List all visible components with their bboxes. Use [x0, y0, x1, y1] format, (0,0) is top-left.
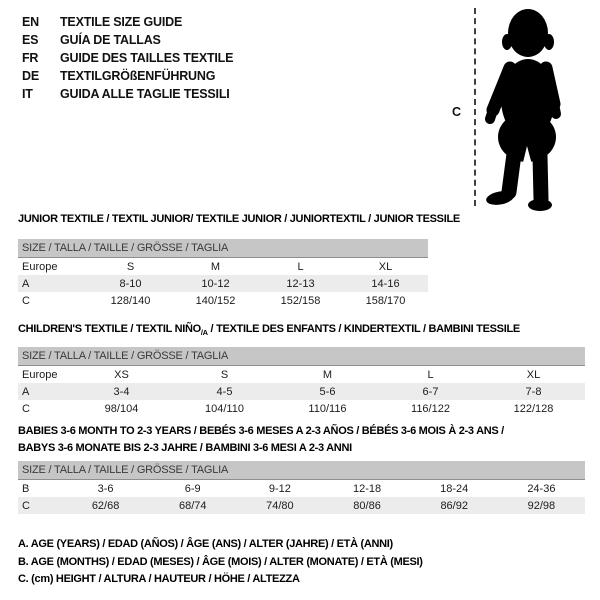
- language-code: IT: [22, 87, 33, 101]
- row-label: Europe: [22, 260, 58, 273]
- table-row-height: [18, 497, 585, 514]
- language-row-fr: [22, 49, 233, 67]
- children-title-text: CHILDREN'S TEXTILE / TEXTIL NIÑO: [18, 323, 201, 335]
- cell: 3-4: [70, 383, 173, 400]
- junior-size-table: [18, 239, 428, 309]
- language-code: EN: [22, 15, 39, 29]
- size-header-bar: SIZE / TALLA / TAILLE / GRÖSSE / TAGLIA: [18, 347, 585, 366]
- language-label: TEXTILGRÖßENFÜHRUNG: [60, 69, 216, 83]
- cell: 128/140: [110, 294, 151, 307]
- cell: 10-12: [173, 275, 258, 292]
- cell: 6-7: [379, 383, 482, 400]
- children-table-title: [18, 321, 520, 341]
- toddler-silhouette: [484, 6, 578, 212]
- cell: S: [220, 368, 229, 381]
- cell: 110/116: [308, 402, 347, 415]
- babies-table-title: [18, 423, 593, 457]
- cell: XL: [526, 368, 541, 381]
- cell: 3-6: [97, 482, 114, 495]
- row-label: C: [22, 402, 30, 415]
- language-code: FR: [22, 51, 39, 65]
- cell: 5-6: [276, 383, 379, 400]
- footnote-c: C. (cm) HEIGHT / ALTURA / HAUTEUR / HÖHE / ALTEZZA: [18, 573, 300, 585]
- language-row-it: [22, 85, 233, 103]
- cell: S: [126, 260, 135, 273]
- silhouette-hand-right: [554, 104, 556, 114]
- language-code: ES: [22, 33, 39, 47]
- cell: 6-9: [184, 482, 201, 495]
- cell: 80/86: [323, 497, 410, 514]
- cell: 14-16: [343, 275, 428, 292]
- cell: XL: [378, 260, 393, 273]
- babies-title-line2: BABYS 3-6 MONATE BIS 2-3 JAHRE / BAMBINI 3-6 MESI A 2-3 ANNI: [18, 442, 352, 454]
- language-label: TEXTILE SIZE GUIDE: [60, 15, 183, 29]
- cell: 9-12: [268, 482, 291, 495]
- children-size-table: [18, 347, 585, 417]
- table-row-age: [18, 275, 428, 292]
- language-row-de: [22, 67, 233, 85]
- cell: 116/122: [411, 402, 450, 415]
- cell: M: [322, 368, 333, 381]
- cell: 122/128: [513, 402, 554, 415]
- cell: 7-8: [482, 383, 585, 400]
- row-label: B: [22, 482, 30, 495]
- language-label: GUÍA DE TALLAS: [60, 33, 161, 47]
- cell: 92/98: [498, 497, 585, 514]
- cell: 140/152: [195, 294, 236, 307]
- children-title-text-2: / TEXTILE DES ENFANTS / KINDERTEXTIL / BAMBINI TESSILE: [207, 323, 520, 335]
- silhouette-head: [508, 9, 548, 57]
- cell: XS: [114, 368, 129, 381]
- footnote-a: A. AGE (YEARS) / EDAD (AÑOS) / ÂGE (ANS) / ALTER (JAHRE) / ETÀ (ANNI): [18, 538, 393, 550]
- babies-title-line1: BABIES 3-6 MONTH TO 2-3 YEARS / BEBÉS 3-6 MESES A 2-3 AÑOS / BÉBÉS 3-6 MOIS À 2-3 ANS /: [18, 425, 504, 437]
- row-label: C: [22, 294, 30, 307]
- silhouette-arm-right: [546, 68, 554, 104]
- cell: 74/80: [236, 497, 323, 514]
- height-measure-label: C: [452, 105, 462, 119]
- cell: L: [297, 260, 304, 273]
- cell: M: [210, 260, 221, 273]
- row-label: A: [18, 383, 70, 400]
- language-label: GUIDA ALLE TAGLIE TESSILI: [60, 87, 230, 101]
- cell: 68/74: [149, 497, 236, 514]
- silhouette-leg-right: [540, 156, 541, 199]
- table-row-europe: [18, 258, 428, 276]
- row-label: Europe: [22, 368, 58, 381]
- footnotes: [18, 536, 423, 589]
- babies-size-table: [18, 461, 585, 514]
- silhouette-foot-right: [528, 199, 552, 211]
- cell: 12-18: [352, 482, 382, 495]
- size-header-bar: SIZE / TALLA / TAILLE / GRÖSSE / TAGLIA: [18, 461, 585, 480]
- cell: 86/92: [411, 497, 498, 514]
- row-label: C: [18, 497, 62, 514]
- language-label: GUIDE DES TAILLES TEXTILE: [60, 51, 234, 65]
- table-row-europe: [18, 366, 585, 384]
- cell: 98/104: [104, 402, 139, 415]
- cell: 18-24: [440, 482, 469, 495]
- cell: 8-10: [88, 275, 173, 292]
- table-row-height: [18, 292, 428, 309]
- silhouette-leg-left: [509, 154, 514, 192]
- junior-table-title: JUNIOR TEXTILE / TEXTIL JUNIOR/ TEXTILE JUNIOR / JUNIORTEXTIL / JUNIOR TESSILE: [18, 213, 460, 225]
- footnote-b: B. AGE (MONTHS) / EDAD (MESES) / ÂGE (MOIS) / ALTER (MONATE) / ETÀ (MESI): [18, 555, 423, 568]
- children-title-subscript: /A: [200, 328, 208, 338]
- cell: 4-5: [173, 383, 276, 400]
- cell: 12-13: [258, 275, 343, 292]
- cell: L: [427, 368, 434, 381]
- language-list: [22, 13, 233, 103]
- cell: 104/110: [205, 402, 244, 415]
- height-measure-dashed-line: [474, 8, 476, 206]
- cell: 152/158: [280, 294, 321, 307]
- language-code: DE: [22, 69, 39, 83]
- row-label: A: [18, 275, 88, 292]
- table-row-age-months: [18, 480, 585, 498]
- cell: 158/170: [365, 294, 406, 307]
- table-row-height: [18, 400, 585, 417]
- size-header-bar: SIZE / TALLA / TAILLE / GRÖSSE / TAGLIA: [18, 239, 428, 258]
- silhouette-hand-left: [490, 110, 493, 119]
- table-row-age: [18, 383, 585, 400]
- cell: 24-36: [527, 482, 556, 495]
- cell: 62/68: [62, 497, 149, 514]
- language-row-en: [22, 13, 233, 31]
- language-row-es: [22, 31, 233, 49]
